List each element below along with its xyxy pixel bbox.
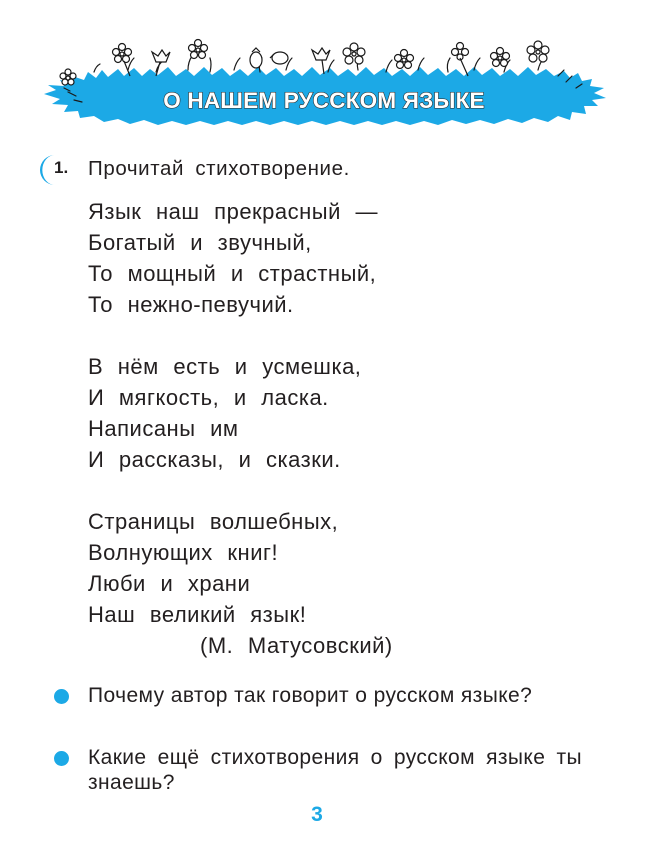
poem-line: В нём есть и усмешка, — [88, 354, 362, 379]
poem-stanza-2 — [88, 351, 393, 475]
task-instruction: Прочитай стихотворение. — [88, 157, 350, 180]
poem-author: (М. Матусовский) — [200, 633, 393, 658]
poem-line: Наш великий язык! — [88, 602, 307, 627]
poem-line: Язык наш прекрасный — — [88, 199, 379, 224]
question-2 — [52, 745, 582, 795]
task-number: 1. — [54, 158, 69, 177]
poem-line: То мощный и страстный, — [88, 261, 377, 286]
poem-line: То нежно-певучий. — [88, 292, 294, 317]
poem-stanza-3 — [88, 506, 393, 661]
bullet-dot-icon — [54, 689, 69, 704]
bullet-dot-icon — [54, 751, 69, 766]
poem-line: Волнующих книг! — [88, 540, 279, 565]
poem-line: И рассказы, и сказки. — [88, 447, 341, 472]
poem-line: И мягкость, и ласка. — [88, 385, 329, 410]
poem-line: Люби и храни — [88, 571, 251, 596]
question-text: Почему автор так говорит о русском языке? — [88, 684, 533, 707]
poem-line: Страницы волшебных, — [88, 509, 339, 534]
section-header-banner — [38, 36, 610, 136]
question-text: Какие ещё стихотворения о русском языке ты знаешь? — [88, 746, 582, 794]
section-title: О НАШЕМ РУССКОМ ЯЗЫКЕ — [163, 88, 485, 113]
question-1 — [52, 683, 582, 708]
poem-line: Написаны им — [88, 416, 239, 441]
poem-line: Богатый и звучный, — [88, 230, 312, 255]
poem-stanza-1 — [88, 196, 393, 320]
poem — [88, 196, 393, 661]
grass-flowers-decoration-icon — [38, 36, 610, 136]
page-number: 3 — [311, 803, 323, 826]
